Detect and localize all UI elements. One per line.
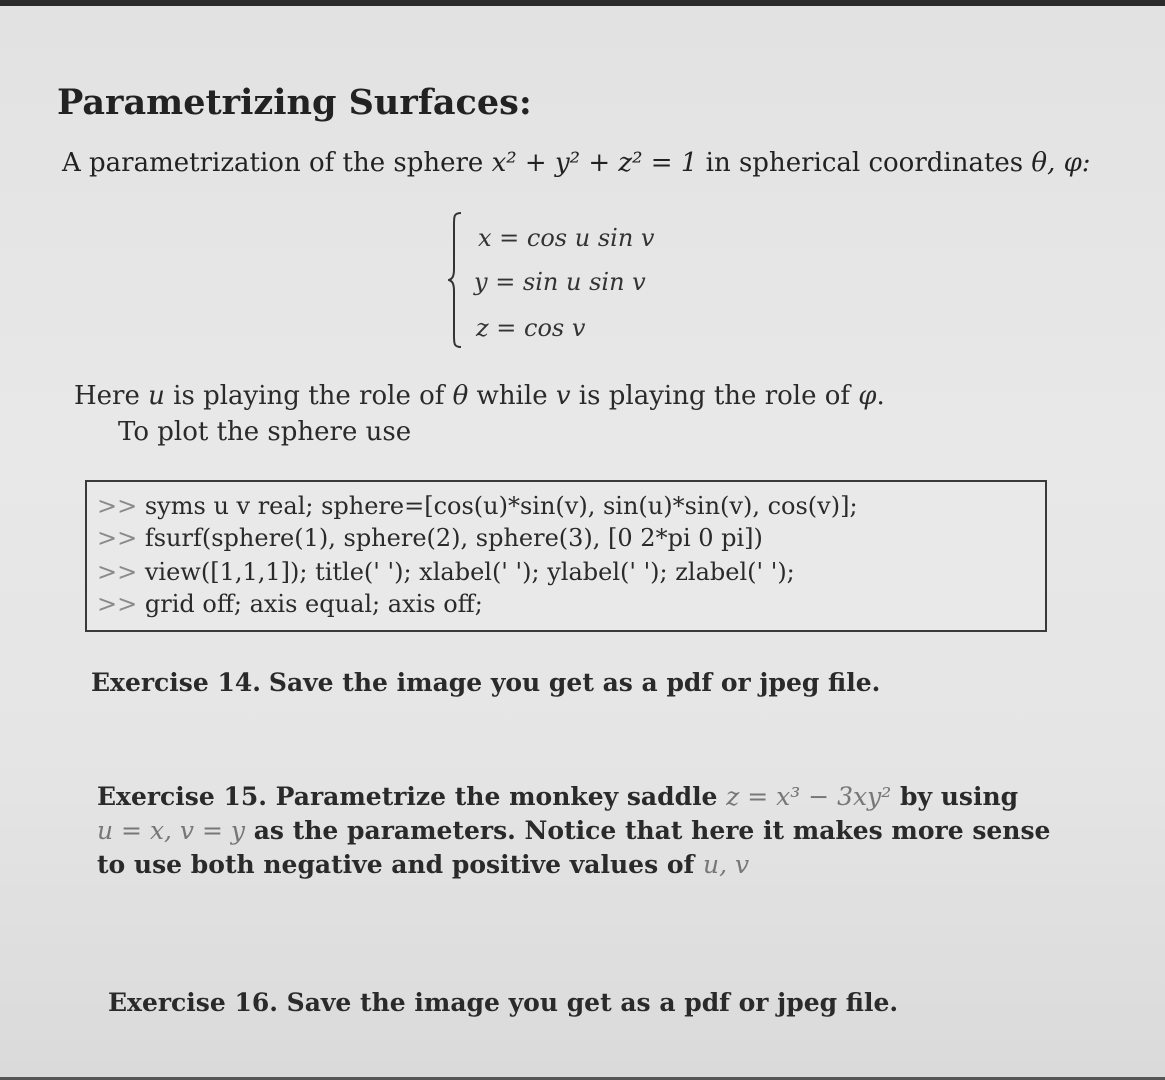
var-v: v (555, 381, 571, 411)
intro-text-before: A parametrization of the sphere (62, 148, 492, 178)
intro-text-after: in spherical coordinates (697, 148, 1032, 178)
document-page (0, 6, 1165, 1080)
role-text-3: while (468, 381, 556, 411)
exercise-16 (108, 988, 898, 1017)
code-block (85, 480, 1047, 632)
code-line (97, 492, 858, 520)
exercise-15-label: Exercise 15. (97, 782, 267, 811)
exercise-15-text-c: as the parameters. Notice that here it makes more sense to use both negative and positive values of (97, 816, 1051, 879)
code-text: syms u v real; sphere=[cos(u)*sin(v), sin(u)*sin(v), cos(v)]; (144, 492, 858, 520)
code-prompt: >> (97, 590, 138, 618)
spherical-coords: θ, φ: (1031, 148, 1091, 178)
parameter-definition: u = x, v = y (97, 816, 246, 845)
exercise-15-text-a: Parametrize the monkey saddle (275, 782, 727, 811)
equation-y: y = sin u sin v (474, 268, 646, 296)
role-text-2: is playing the role of (164, 381, 453, 411)
exercise-15 (97, 780, 1057, 882)
code-prompt: >> (97, 558, 138, 586)
equation-x: x = cos u sin v (478, 224, 655, 252)
exercise-15-text-b: by using (891, 782, 1019, 811)
code-text: fsurf(sphere(1), sphere(2), sphere(3), [0 2*pi 0 pi]) (144, 524, 763, 552)
saddle-equation: z = x³ − 3xy² (726, 782, 892, 811)
sphere-equation: x² + y² + z² = 1 (491, 148, 698, 178)
equation-z: z = cos v (476, 314, 586, 342)
code-line (97, 590, 483, 618)
exercise-14-text: Save the image you get as a pdf or jpeg file. (268, 668, 881, 697)
role-text-1: Here (74, 381, 149, 411)
plot-instruction: To plot the sphere use (118, 417, 412, 447)
code-line (97, 558, 795, 586)
code-prompt: >> (97, 524, 138, 552)
equation-brace (448, 211, 462, 349)
page-title: Parametrizing Surfaces: (57, 82, 532, 123)
exercise-16-label: Exercise 16. (108, 988, 278, 1017)
var-theta: θ (452, 381, 469, 411)
code-text: view([1,1,1]); title(' '); xlabel(' '); ylabel(' '); zlabel(' '); (144, 558, 795, 586)
variables-uv: u, v (703, 850, 750, 879)
code-line (97, 524, 763, 552)
var-u: u (148, 381, 165, 411)
intro-line (62, 148, 1091, 178)
var-phi: φ (858, 381, 877, 411)
role-text-4: is playing the role of (570, 381, 859, 411)
exercise-16-text: Save the image you get as a pdf or jpeg file. (286, 988, 899, 1017)
exercise-14-label: Exercise 14. (91, 668, 261, 697)
role-text-5: . (876, 381, 885, 411)
code-prompt: >> (97, 492, 138, 520)
exercise-14 (91, 668, 880, 697)
role-explanation (74, 381, 885, 411)
code-text: grid off; axis equal; axis off; (144, 590, 483, 618)
